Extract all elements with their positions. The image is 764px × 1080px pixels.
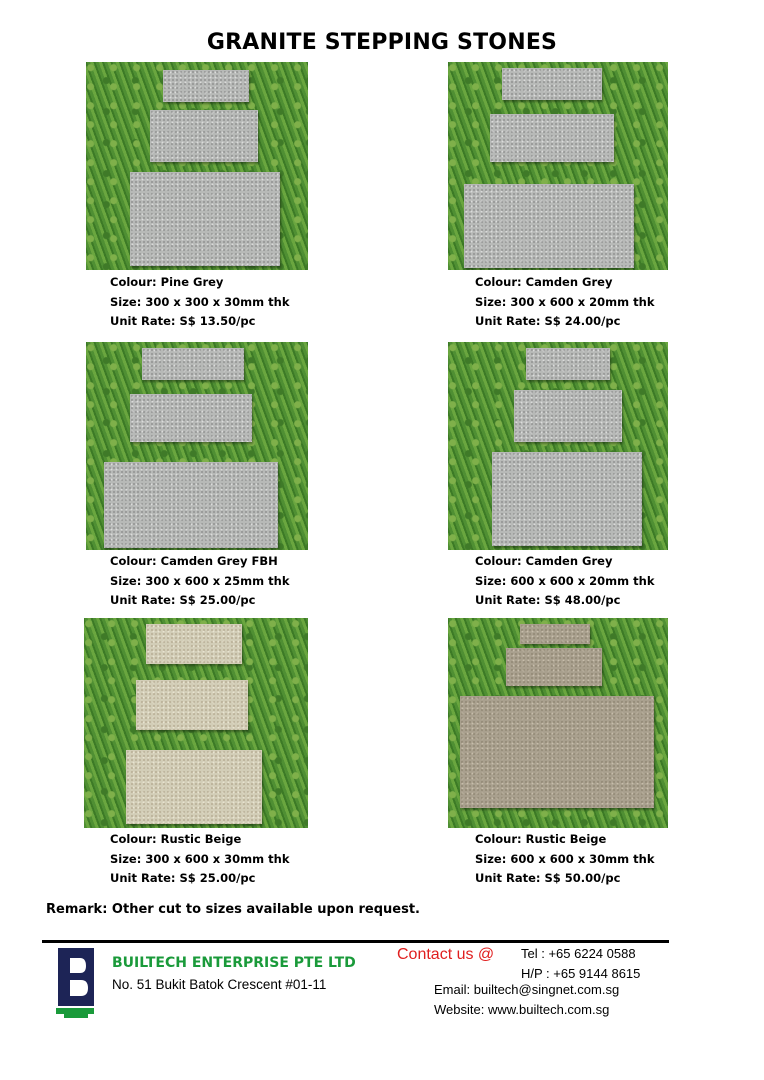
product-caption xyxy=(110,273,290,332)
product-size: Size: 600 x 600 x 30mm thk xyxy=(475,851,655,866)
telephone-number: Tel : +65 6224 0588 xyxy=(521,946,636,961)
product-colour: Colour: Camden Grey xyxy=(475,554,613,568)
product-rate: Unit Rate: S$ 48.00/pc xyxy=(475,593,621,607)
mobile-number: H/P : +65 9144 8615 xyxy=(521,966,641,981)
product-photo-camden-grey-20 xyxy=(448,62,668,270)
product-caption xyxy=(475,552,655,611)
website-address: Website: www.builtech.com.sg xyxy=(434,1002,610,1017)
builtech-logo-icon xyxy=(54,946,102,1020)
product-rate: Unit Rate: S$ 13.50/pc xyxy=(110,314,256,328)
product-size: Size: 600 x 600 x 20mm thk xyxy=(475,573,655,588)
product-caption xyxy=(475,830,655,889)
product-photo-camden-grey-600 xyxy=(448,342,668,550)
product-colour: Colour: Camden Grey xyxy=(475,275,613,289)
email-address: Email: builtech@singnet.com.sg xyxy=(434,982,620,997)
product-rate: Unit Rate: S$ 24.00/pc xyxy=(475,314,621,328)
product-rate: Unit Rate: S$ 25.00/pc xyxy=(110,871,256,885)
product-caption xyxy=(110,830,290,889)
product-size: Size: 300 x 600 x 30mm thk xyxy=(110,851,290,866)
company-address: No. 51 Bukit Batok Crescent #01-11 xyxy=(112,977,327,992)
product-caption xyxy=(110,552,290,611)
product-size: Size: 300 x 300 x 30mm thk xyxy=(110,294,290,309)
contact-label: Contact us @ xyxy=(397,946,495,963)
product-rate: Unit Rate: S$ 50.00/pc xyxy=(475,871,621,885)
product-photo-pine-grey xyxy=(86,62,308,270)
product-colour: Colour: Rustic Beige xyxy=(110,832,242,846)
product-size: Size: 300 x 600 x 25mm thk xyxy=(110,573,290,588)
product-colour: Colour: Rustic Beige xyxy=(475,832,607,846)
product-photo-rustic-beige-600 xyxy=(448,618,668,828)
product-rate: Unit Rate: S$ 25.00/pc xyxy=(110,593,256,607)
product-size: Size: 300 x 600 x 20mm thk xyxy=(475,294,655,309)
page-title: GRANITE STEPPING STONES xyxy=(206,30,558,55)
remark-text: Remark: Other cut to sizes available upon request. xyxy=(46,902,420,917)
product-colour: Colour: Camden Grey FBH xyxy=(110,554,278,568)
product-photo-camden-grey-fbh xyxy=(86,342,308,550)
product-colour: Colour: Pine Grey xyxy=(110,275,224,289)
footer-divider xyxy=(42,940,669,943)
product-photo-rustic-beige-300 xyxy=(84,618,308,828)
product-caption xyxy=(475,273,655,332)
company-name: BUILTECH ENTERPRISE PTE LTD xyxy=(112,955,356,971)
